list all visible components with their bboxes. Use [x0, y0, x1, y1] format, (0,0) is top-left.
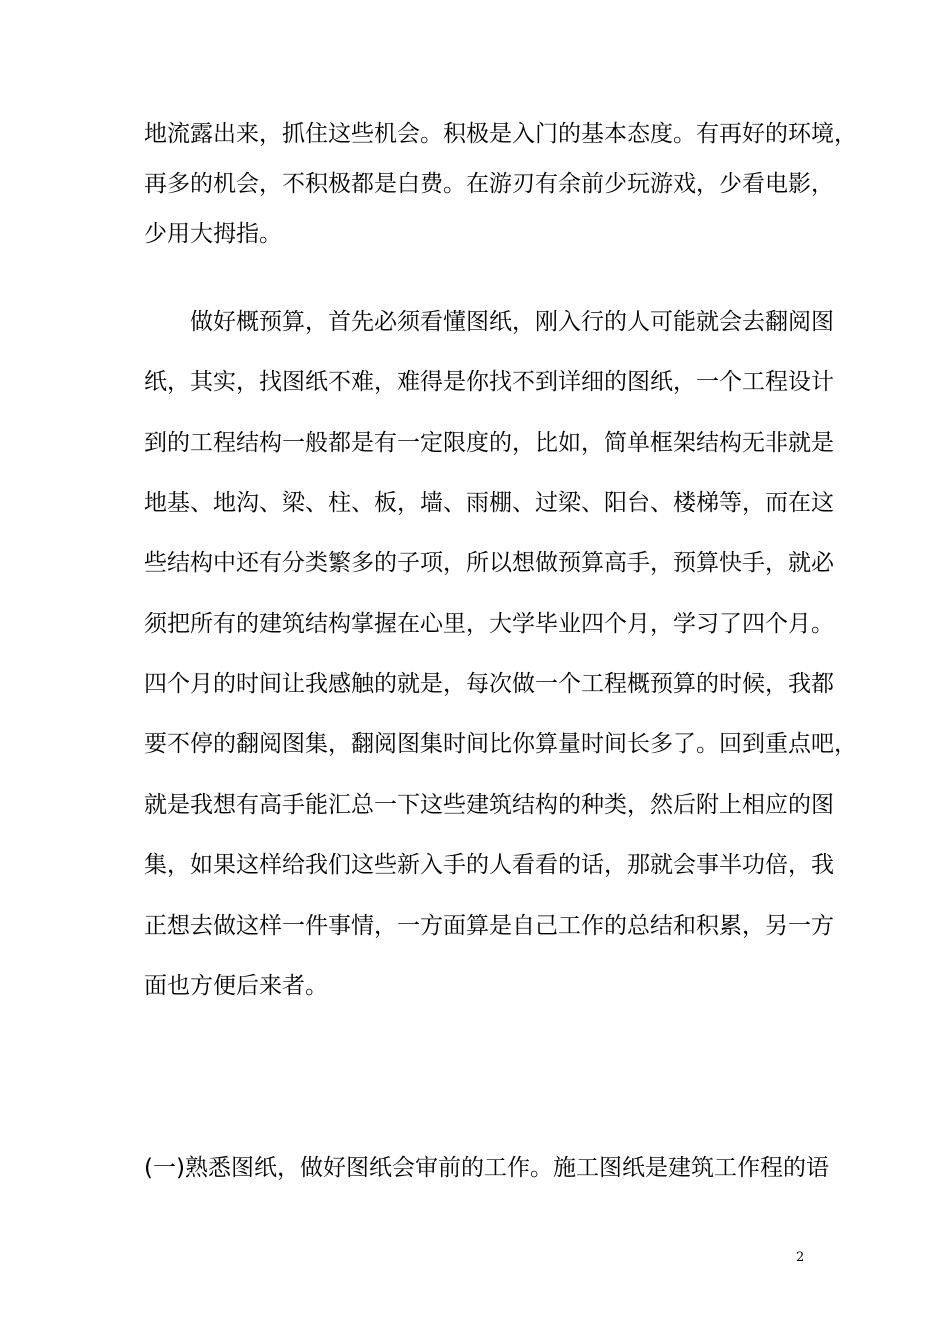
paragraph-2-line-1: 做好概预算，首先必须看懂图纸，刚入行的人可能就会去翻阅图 — [190, 309, 834, 335]
page-number: 2 — [796, 1250, 805, 1265]
paragraph-2-line-2: 纸，其实，找图纸不难，难得是你找不到详细的图纸，一个工程设计 — [144, 369, 834, 395]
section-heading-line: (一)熟悉图纸，做好图纸会审前的工作。施工图纸是建筑工作程的语 — [144, 1155, 829, 1181]
paragraph-2-line-6: 须把所有的建筑结构掌握在心里，大学毕业四个月，学习了四个月。 — [144, 611, 834, 637]
paragraph-2-line-9: 就是我想有高手能汇总一下这些建筑结构的种类，然后附上相应的图 — [144, 792, 834, 818]
paragraph-2-line-10: 集，如果这样给我们这些新入手的人看看的话，那就会事半功倍，我 — [144, 852, 834, 878]
paragraph-2-line-8: 要不停的翻阅图集，翻阅图集时间比你算量时间长多了。回到重点吧， — [144, 731, 857, 757]
paragraph-1-line-2: 再多的机会，不积极都是白费。在游刃有余前少玩游戏，少看电影， — [144, 171, 834, 197]
paragraph-2-line-3: 到的工程结构一般都是有一定限度的，比如，简单框架结构无非就是 — [144, 430, 834, 456]
paragraph-2-line-12: 面也方便后来者。 — [144, 973, 328, 999]
paragraph-1-line-3: 少用大拇指。 — [144, 221, 282, 247]
paragraph-2-line-7: 四个月的时间让我感触的就是，每次做一个工程概预算的时候，我都 — [144, 671, 834, 697]
paragraph-2-line-4: 地基、地沟、梁、柱、板，墙、雨棚、过梁、阳台、楼梯等，而在这 — [144, 490, 834, 516]
paragraph-2-line-5: 些结构中还有分类繁多的子项，所以想做预算高手，预算快手，就必 — [144, 550, 834, 576]
paragraph-1-line-1: 地流露出来，抓住这些机会。积极是入门的基本态度。有再好的环境， — [144, 121, 857, 147]
paragraph-2-line-11: 正想去做这样一件事情，一方面算是自己工作的总结和积累，另一方 — [144, 913, 834, 939]
